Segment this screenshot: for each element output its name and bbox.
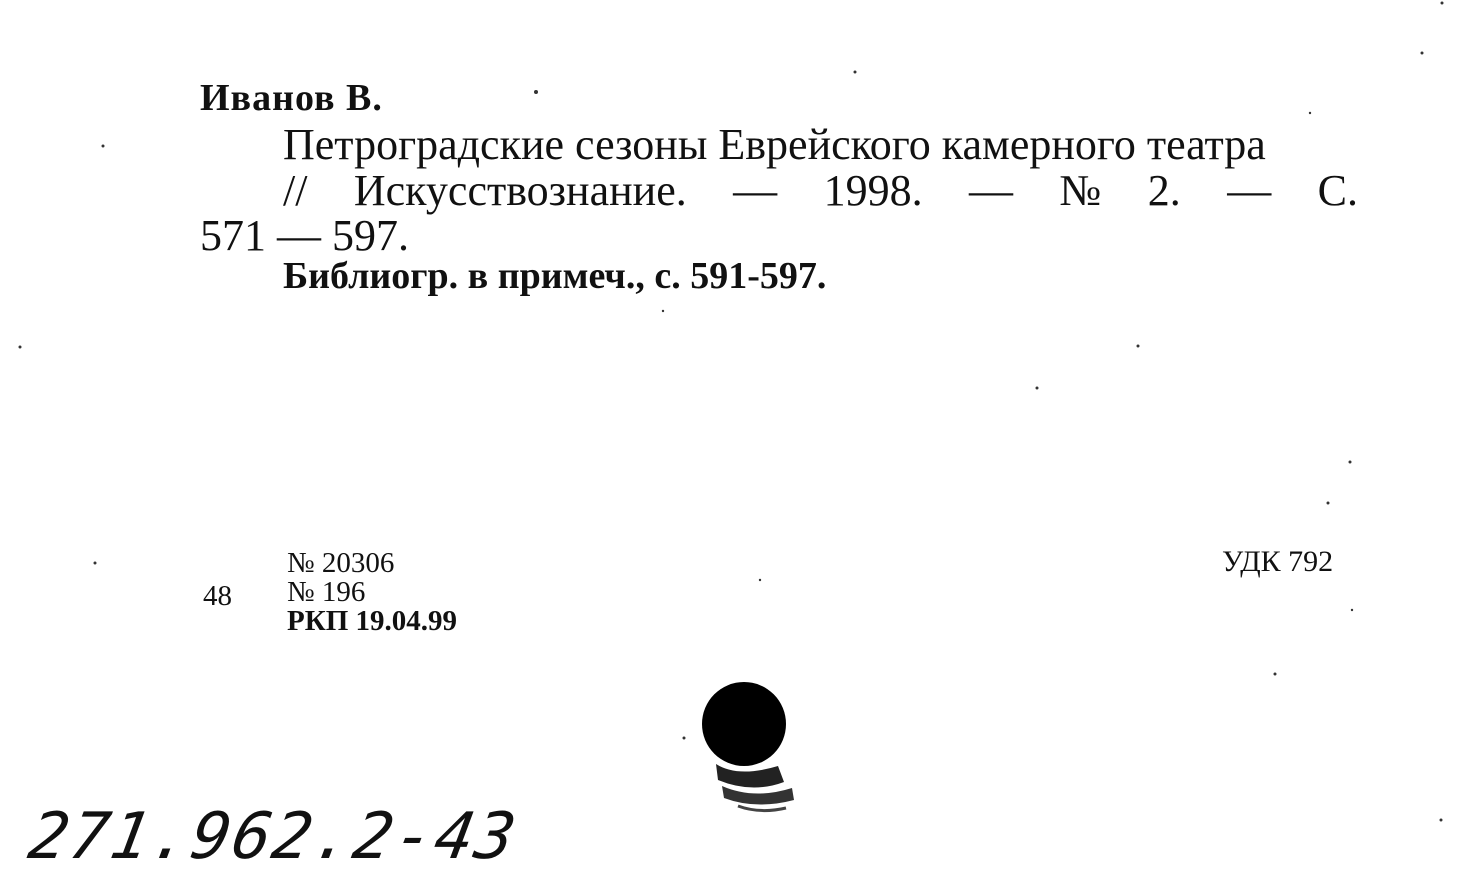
author-name: Иванов В. [200, 77, 383, 119]
source-separator: // [283, 166, 308, 215]
page-range: 571 — 597. [200, 211, 409, 260]
udk-code: УДК 792 [1222, 545, 1334, 578]
accession-number: № 20306 [287, 547, 395, 579]
source-dash: — [733, 166, 778, 215]
publication-year: 1998. [823, 166, 923, 215]
handwritten-shelf-code: 271.962.2-43 [23, 800, 523, 874]
bibliography-note: Библиогр. в примеч., с. 591-597. [283, 255, 827, 297]
rkp-date: РКП 19.04.99 [287, 605, 458, 637]
pages-abbrev: С. [1317, 166, 1358, 215]
source-dash: — [968, 166, 1013, 215]
issue-number: № 196 [287, 576, 366, 608]
shelf-number: 48 [203, 580, 232, 612]
source-dash: — [1227, 166, 1272, 215]
article-title: Петроградские сезоны Еврейского камерного театра [283, 120, 1266, 169]
issue-sign: № [1059, 166, 1102, 215]
journal-name: Искусствознание. [353, 166, 687, 215]
issue-value: 2. [1147, 166, 1181, 215]
